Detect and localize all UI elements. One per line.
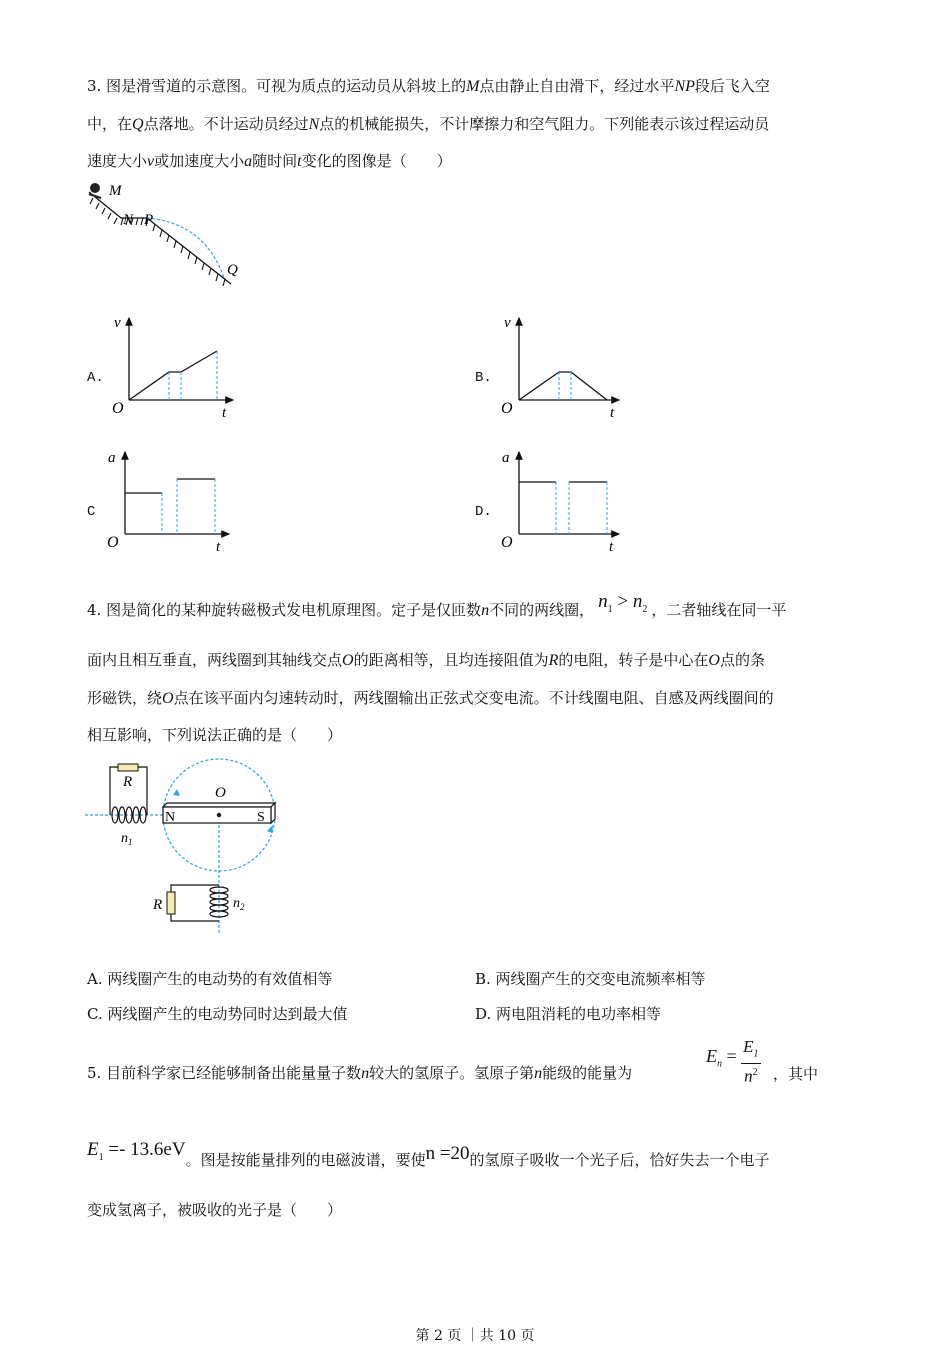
text: ，其中 [773,1065,819,1083]
coil-label-n1: $n_1$ [121,831,133,847]
x-axis-label: t [216,539,221,555]
math-O: O [342,652,354,669]
text: 点落地。不计运动员经过 [143,115,309,133]
y-axis-label: v [504,315,511,331]
text: 3. 图是滑雪道的示意图。可视为质点的运动员从斜坡上的 [87,77,467,95]
formula-E1: $E_1 =- 13.6eV$ [87,1139,186,1163]
math-a: a [244,153,253,170]
y-axis-label: a [108,450,116,466]
inequality-n1-gt-n2: $n_1 > n_2$ [598,591,648,615]
formula-n-eq-20: n =20 [425,1143,470,1164]
resistor-label: R [153,897,163,913]
center-label-O: O [215,785,226,801]
text: 中，在 [87,115,133,133]
math-n: n [534,1065,543,1082]
math-O: O [162,690,174,707]
text: 不同的两线圈， [489,601,595,619]
text: 随时间 [252,152,298,170]
x-axis-label: t [609,539,614,555]
text: 能级的能量为 [542,1064,633,1082]
option-a-label[interactable]: A. [87,370,104,386]
option-c-graph[interactable] [105,446,240,556]
resistor-label: R [123,774,133,790]
q4-option-d[interactable]: D. 两电阻消耗的电功率相等 [475,1005,662,1023]
coil-label-n2: $n_2$ [233,896,245,912]
text: 5. 目前科学家已经能够制备出能量量子数 [87,1064,362,1082]
math-NP: NP [674,78,695,95]
text: 较大的氢原子。氢原子第 [369,1064,535,1082]
formula-En: $E_n$ = $\frac{E_1}{n^2}$ [706,1037,759,1087]
text: 的氢原子吸收一个光子后，恰好失去一个电子 [469,1151,770,1169]
y-axis-label: a [502,450,510,466]
q4-line-2 [87,650,765,671]
origin-label: O [501,534,513,551]
math-v: v [147,153,155,170]
y-axis-label: v [114,315,121,331]
q4-option-b[interactable]: B. 两线圈产生的交变电流频率相等 [475,970,706,988]
q4-option-c[interactable]: C. 两线圈产生的电动势同时达到最大值 [87,1005,348,1023]
math-n: n [481,602,490,619]
q5-line-2 [87,1139,770,1178]
text: 面内且相互垂直，两线圈到其轴线交点 [87,651,343,669]
text: 点的条 [719,651,765,669]
origin-label: O [112,400,124,417]
q5-line-1 [87,1063,632,1084]
option-b-graph[interactable] [495,312,630,422]
resistor-1 [118,764,138,771]
q5-line-3: 变成氢离子，被吸收的光子是（ ） [87,1201,343,1219]
text: ，二者轴线在同一平 [651,601,787,619]
text: 速度大小 [87,152,148,170]
magnet-south-label: S [257,810,265,825]
text: 形磁铁，绕 [87,689,163,707]
math-n: n [361,1065,370,1082]
label-Q: Q [227,262,238,278]
text: 段后飞入空 [694,77,770,95]
text: 4. 图是简化的某种旋转磁极式发电机原理图。定子是仅匝数 [87,601,482,619]
math-R: R [548,652,559,669]
origin-label: O [501,400,513,417]
text: 点由静止自由滑下，经过水平 [479,77,675,95]
q3-line-3 [87,151,452,172]
resistor-2 [167,892,175,914]
option-b-label[interactable]: B. [475,370,492,386]
text: 点的机械能损失，不计摩擦力和空气阻力。下列能表示该过程运动员 [319,115,770,133]
x-axis-label: t [610,405,615,421]
q3-line-1 [87,76,770,97]
math-Q: Q [132,116,144,133]
skier-icon [89,183,101,198]
magnet-north-label: N [165,810,176,825]
q3-line-2 [87,114,769,135]
text: 或加速度大小 [154,152,245,170]
text: 的距离相等，且均连接阻值为 [353,651,549,669]
text: 变化的图像是（ ） [301,152,452,170]
text: 的电阻，转子是中心在 [558,651,709,669]
option-d-graph[interactable] [495,446,630,556]
math-O: O [708,652,720,669]
generator-figure [85,755,285,940]
text: 。图是按能量排列的电磁波谱，要使 [185,1151,426,1169]
math-M: M [466,78,480,95]
label-M: M [109,183,122,199]
option-c-label[interactable]: C [87,504,96,520]
label-N: N [123,212,134,228]
x-axis-label: t [222,405,227,421]
label-P: P [144,212,154,228]
option-a-graph[interactable] [105,312,240,422]
origin-label: O [107,534,119,551]
q4-line-1 [87,591,787,628]
option-d-label[interactable]: D. [475,504,492,520]
math-t: t [297,153,302,170]
page-footer: 第 2 页 ｜共 10 页 [415,1328,535,1344]
q4-option-a[interactable]: A. 两线圈产生的电动势的有效值相等 [87,970,333,988]
text: 点在该平面内匀速转动时，两线圈输出正弦式交变电流。不计线圈电阻、自感及两线圈间的 [173,689,774,707]
ski-slope-figure [85,178,255,293]
q4-line-3 [87,688,774,709]
q4-line-4: 相互影响，下列说法正确的是（ ） [87,726,343,744]
math-N: N [308,116,320,133]
